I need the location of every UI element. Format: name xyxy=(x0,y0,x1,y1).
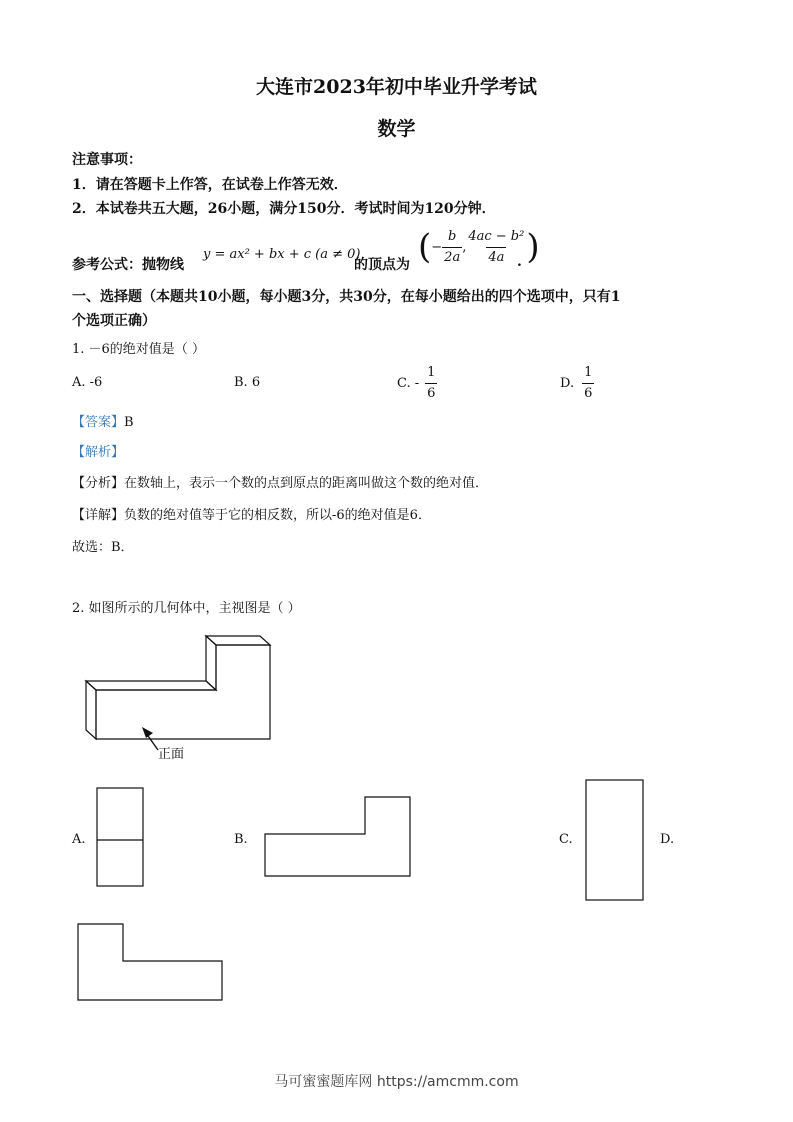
q1-option-c-denominator: 6 xyxy=(425,383,437,402)
formula-prefix: 参考公式：抛物线 xyxy=(72,257,184,273)
subject-title: 数学 xyxy=(377,118,416,140)
q2-option-a-label: A. xyxy=(72,832,86,847)
q2-stem: 2. 如图所示的几何体中，主视图是（ ） xyxy=(72,601,301,616)
q1-option-b: B. 6 xyxy=(234,375,261,390)
q2-option-d-label: D. xyxy=(660,832,675,847)
notice-heading: 注意事项： xyxy=(72,152,142,168)
xiangjie-tag: 【详解】 xyxy=(72,508,125,523)
page-title: 大连市2023年初中毕业升学考试 xyxy=(256,76,537,98)
formula-middle: 的顶点为 xyxy=(354,257,410,273)
q1-option-a: A. -6 xyxy=(72,375,103,390)
footer-watermark: 马可蜜蜜题库网 https://amcmm.com xyxy=(274,1074,519,1090)
q2-option-b-label: B. xyxy=(234,832,248,847)
q1-option-d-numerator: 1 xyxy=(584,364,593,380)
q1-option-d-label: D. xyxy=(560,375,575,391)
analysis-tag: 【解析】 xyxy=(72,445,125,460)
fenxi-tag: 【分析】 xyxy=(72,476,125,491)
vertex-x-denominator: 2a xyxy=(442,247,462,266)
section1-heading-line1: 一、选择题（本题共10小题，每小题3分，共30分，在每小题给出的四个选项中，只有1 xyxy=(72,289,621,305)
answer-tag: 【答案】 xyxy=(72,415,125,430)
vertex-y-denominator: 4a xyxy=(486,247,506,266)
section1-heading-line2: 个选项正确） xyxy=(72,313,156,329)
notice-item-2: 2．本试卷共五大题，26小题，满分150分．考试时间为120分钟． xyxy=(72,201,496,217)
q1-option-c-label: C. - xyxy=(397,375,420,391)
front-label: 正面 xyxy=(158,747,185,762)
formula-suffix: . xyxy=(517,254,522,270)
q1-stem: 1. －6的绝对值是（ ） xyxy=(72,342,205,357)
q1-option-d-denominator: 6 xyxy=(582,383,594,402)
q1-conclusion: 故选：B． xyxy=(72,540,134,555)
vertex-formula: ( − $\frac{b}{2a}$ , $\frac{\text{4ac − b²}}{4a}$ ) xyxy=(418,227,540,267)
vertex-x-numerator: b xyxy=(448,228,457,244)
answer-value: B xyxy=(124,415,134,430)
fenxi-text: 在数轴上，表示一个数的点到原点的距离叫做这个数的绝对值． xyxy=(124,476,489,491)
xiangjie-text: 负数的绝对值等于它的相反数，所以-6的绝对值是6． xyxy=(124,508,431,523)
notice-item-1: 1．请在答题卡上作答，在试卷上作答无效． xyxy=(72,177,348,193)
q2-option-c-label: C. xyxy=(559,832,573,847)
q1-option-c-numerator: 1 xyxy=(427,364,436,380)
parabola-equation: y = ax² + bx + c (a ≠ 0) xyxy=(203,247,361,262)
vertex-y-numerator: 4ac − b² xyxy=(468,228,525,244)
